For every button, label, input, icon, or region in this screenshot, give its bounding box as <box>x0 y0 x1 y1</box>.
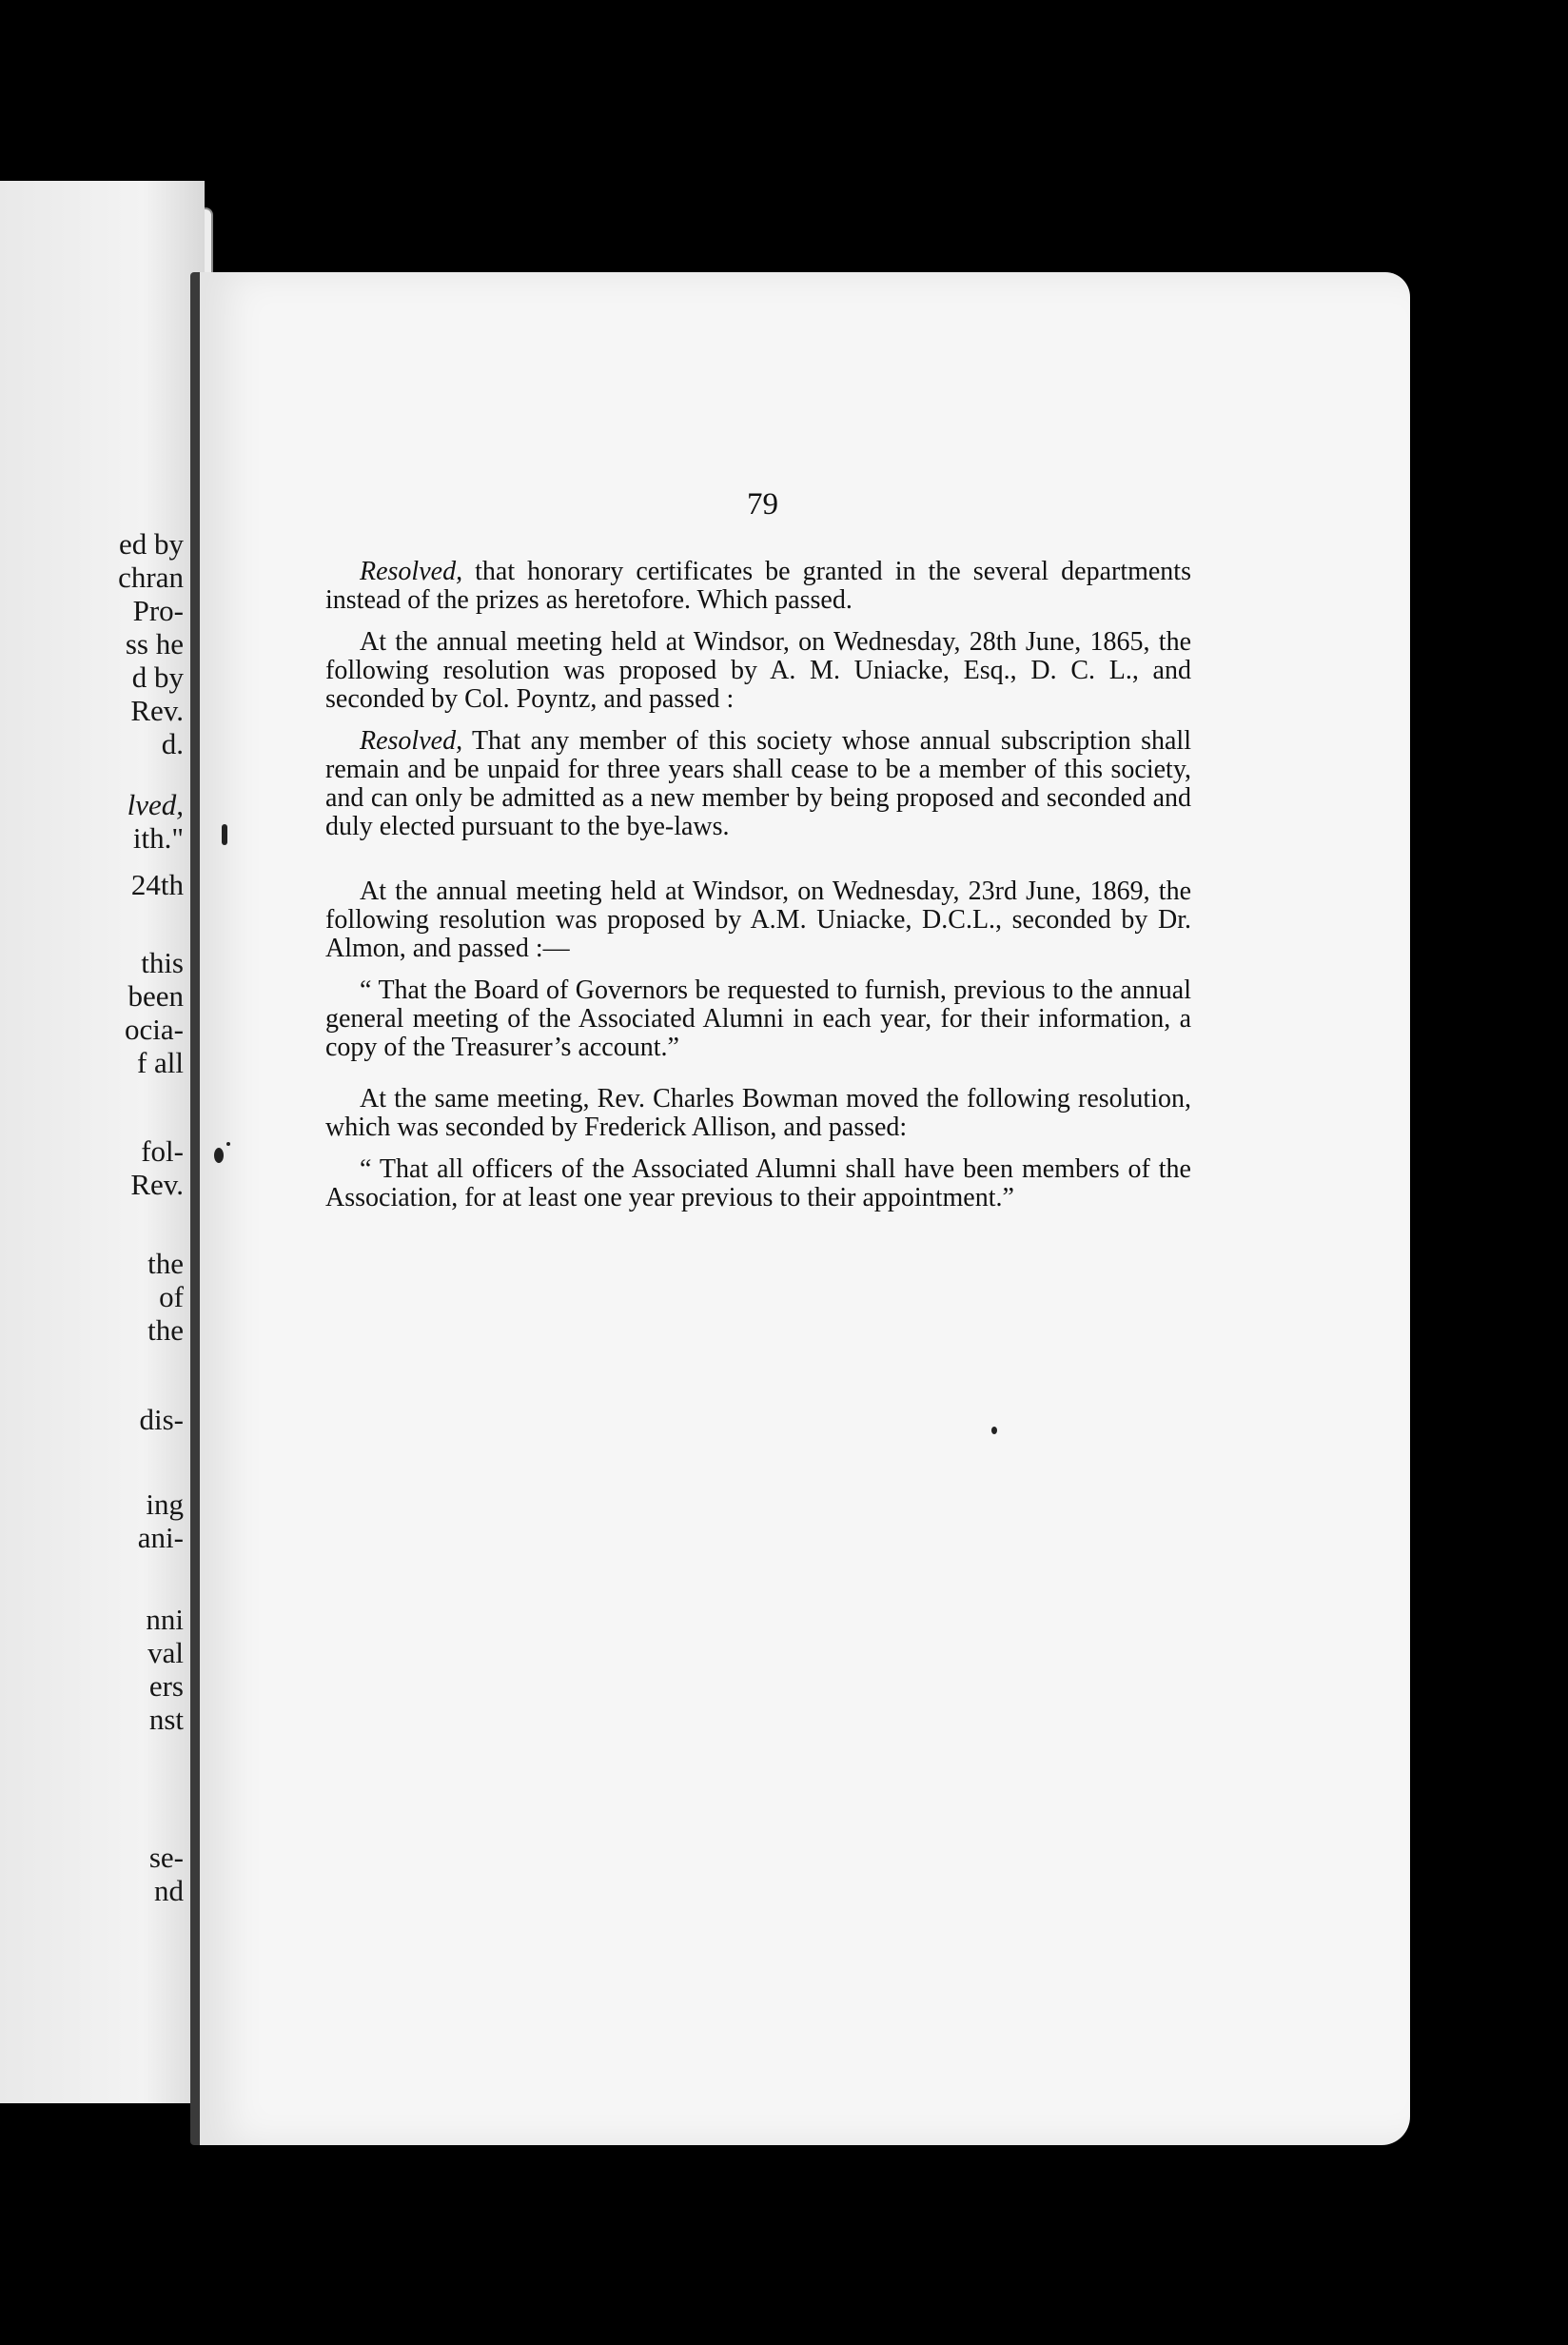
facing-page-text: d by <box>131 660 184 694</box>
paragraph-lead: Resolved, <box>360 557 463 586</box>
facing-page-text: been <box>127 979 184 1013</box>
facing-page-text: dis- <box>139 1403 184 1436</box>
facing-page-text: nst <box>148 1703 184 1736</box>
facing-page-text: nni <box>146 1603 184 1636</box>
page-body <box>325 558 1191 1212</box>
book-page <box>190 272 1410 2145</box>
facing-page-text: Rev. <box>130 694 184 727</box>
paragraph <box>325 628 1191 714</box>
ink-speck <box>214 1148 224 1163</box>
paragraph <box>325 558 1191 615</box>
facing-page-text: chran <box>118 561 184 594</box>
facing-page-text: ing <box>146 1488 184 1521</box>
facing-page-text: ss he <box>125 627 184 660</box>
facing-page-text: 24th <box>130 868 184 901</box>
paragraph-text: “ That all officers of the Associated Alumni shall have been members of the Association, for at least one year previous to their appointment.” <box>325 1154 1191 1212</box>
ink-speck <box>226 1142 230 1146</box>
facing-page-text: this <box>141 946 184 979</box>
paragraph-text: At the same meeting, Rev. Charles Bowman moved the following resolution, which was seconded by Frederick Allison, and passed: <box>325 1084 1191 1142</box>
paragraph-lead: Resolved, <box>360 726 463 756</box>
facing-page-text: ith." <box>132 821 184 855</box>
paragraph-text: that honorary certificates be granted in the several departments instead of the prizes as heretofore. Which passed. <box>325 557 1191 615</box>
facing-page-text: ani- <box>137 1521 184 1554</box>
facing-page-text: the <box>147 1313 184 1347</box>
paragraph-text: That any member of this society whose annual subscription shall remain and be unpaid for three years shall cease to be a member of this society, and can only be admitted as a new member by being proposed and seconded and duly elected pursuant to the bye-laws. <box>325 726 1191 841</box>
paragraph-text: “ That the Board of Governors be requested to furnish, previous to the annual general meeting of the Associated Alumni in each year, for their information, a copy of the Treasurer’s account.” <box>325 975 1191 1062</box>
facing-page-text: the <box>147 1247 184 1280</box>
paragraph-text: At the annual meeting held at Windsor, on Wednesday, 23rd June, 1869, the following resolution was proposed by A.M. Uniacke, D.C.L., seconded by Dr. Almon, and passed :— <box>325 877 1191 963</box>
paragraph <box>325 1085 1191 1142</box>
facing-page-text: fol- <box>141 1134 184 1168</box>
paragraph <box>325 1155 1191 1212</box>
page-number: 79 <box>747 487 778 522</box>
facing-page-text: f all <box>136 1046 184 1079</box>
facing-page-text: ed by <box>118 527 184 561</box>
paragraph <box>325 877 1191 963</box>
facing-page-text: val <box>147 1636 184 1669</box>
facing-page-text: ers <box>148 1669 184 1703</box>
facing-page-text: of <box>159 1280 184 1313</box>
facing-page-text: Pro- <box>132 594 184 627</box>
facing-page-text: se- <box>148 1841 184 1874</box>
ink-speck <box>991 1427 997 1434</box>
paragraph-text: At the annual meeting held at Windsor, on Wednesday, 28th June, 1865, the following resolution was proposed by A. M. Uniacke, Esq., D. C. L., and seconded by Col. Poyntz, and passed : <box>325 627 1191 714</box>
facing-page-text: d. <box>161 727 184 760</box>
ink-speck <box>222 824 227 845</box>
facing-page-text: nd <box>154 1874 184 1907</box>
paragraph <box>325 976 1191 1062</box>
facing-page-text: ocia- <box>125 1013 184 1046</box>
facing-page <box>0 181 205 2103</box>
facing-page-text: lved, <box>127 788 184 821</box>
paragraph <box>325 727 1191 841</box>
facing-page-text: Rev. <box>130 1168 184 1201</box>
